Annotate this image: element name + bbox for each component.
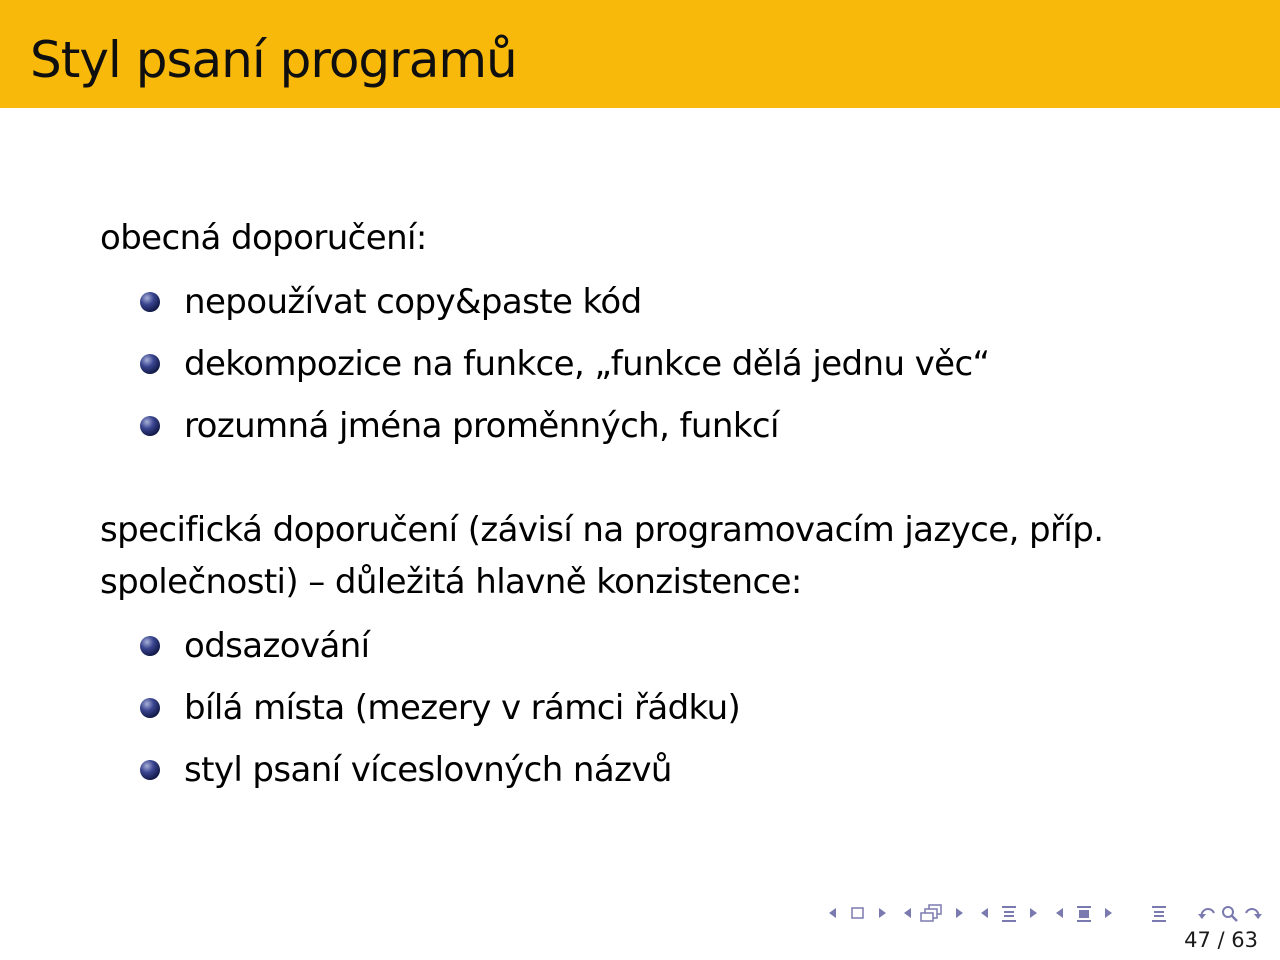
list-item (100, 274, 1220, 336)
specific-heading (100, 504, 1220, 608)
bullet-icon (140, 760, 160, 780)
bullet-icon (140, 292, 160, 312)
bullet-icon (140, 416, 160, 436)
list-item (100, 618, 1220, 680)
subsection-icon[interactable] (921, 905, 941, 921)
bullet-icon (140, 636, 160, 656)
general-heading: obecná doporučení: (100, 218, 427, 258)
list-item-text: styl psaní víceslovných názvů (184, 750, 672, 790)
beamer-navigation-bar (826, 902, 1266, 924)
list-item (100, 680, 1220, 742)
general-list (100, 274, 1220, 460)
slide-title: Styl psaní programů (30, 31, 517, 89)
list-item-text: odsazování (184, 626, 370, 666)
arrow-right-icon[interactable] (1105, 908, 1112, 918)
bullet-icon (140, 354, 160, 374)
list-item (100, 398, 1220, 460)
list-item-text: rozumná jména proměnných, funkcí (184, 406, 779, 446)
appendix-icon[interactable] (1152, 907, 1166, 921)
document-icon[interactable] (1077, 907, 1091, 921)
arrow-left-icon[interactable] (904, 908, 911, 918)
frame-icon[interactable] (852, 908, 863, 918)
navigation-symbols (826, 902, 1266, 924)
section-icon[interactable] (1002, 907, 1016, 921)
arrow-right-icon[interactable] (1030, 908, 1037, 918)
search-icon[interactable] (1223, 907, 1237, 921)
specific-heading-line-2: společnosti) – důležitá hlavně konzistence: (100, 562, 802, 602)
specific-list (100, 618, 1220, 804)
list-item-text: bílá místa (mezery v rámci řádku) (184, 688, 741, 728)
list-item (100, 742, 1220, 804)
page-number: 47 / 63 (1184, 928, 1258, 952)
list-item (100, 336, 1220, 398)
list-item-text: dekompozice na funkce, „funkce dělá jednu věc“ (184, 344, 990, 384)
bullet-icon (140, 698, 160, 718)
arrow-right-icon[interactable] (879, 908, 886, 918)
arrow-left-icon[interactable] (1056, 908, 1063, 918)
arrow-left-icon[interactable] (829, 908, 836, 918)
slide-header (0, 0, 1280, 108)
specific-heading-line-1: specifická doporučení (závisí na programovacím jazyce, příp. (100, 510, 1104, 550)
arrow-right-icon[interactable] (956, 908, 963, 918)
arrow-left-icon[interactable] (981, 908, 988, 918)
list-item-text: nepoužívat copy&paste kód (184, 282, 642, 322)
slide-content (100, 212, 1220, 804)
